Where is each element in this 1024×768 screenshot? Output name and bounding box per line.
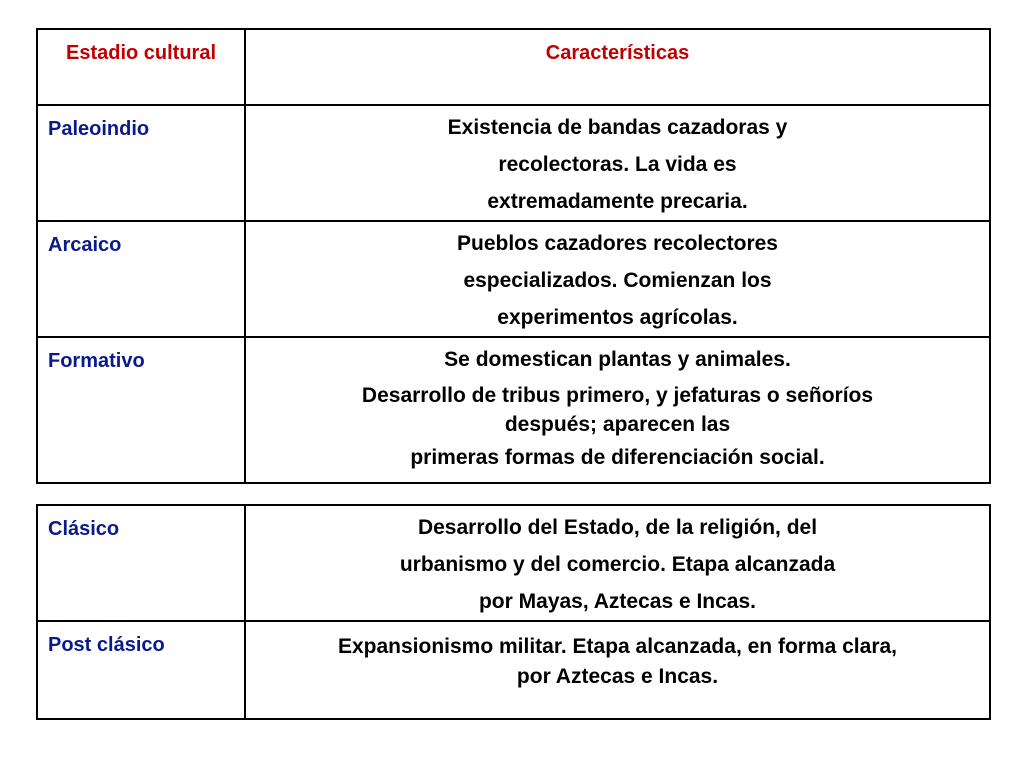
stage-name: Clásico xyxy=(37,505,245,621)
stage-description xyxy=(245,105,990,221)
description-line: recolectoras. La vida es xyxy=(498,153,737,176)
table-row xyxy=(37,105,990,221)
description-line: especializados. Comienzan los xyxy=(463,269,772,292)
table-header-row xyxy=(37,29,990,105)
header-estadio-cultural: Estadio cultural xyxy=(37,29,245,105)
cultural-stages-table-continued xyxy=(36,504,991,720)
description-line: Pueblos cazadores recolectores xyxy=(457,232,778,255)
description-line: extremadamente precaria. xyxy=(487,190,748,213)
description-line: experimentos agrícolas. xyxy=(497,306,738,329)
description-line: Desarrollo del Estado, de la religión, del xyxy=(417,516,818,539)
description-line: urbanismo y del comercio. Etapa alcanzada xyxy=(399,553,836,576)
table-row xyxy=(37,337,990,483)
description-line: Desarrollo de tribus primero, y jefaturas o señoríos xyxy=(361,384,874,407)
table-row xyxy=(37,621,990,719)
stage-name: Paleoindio xyxy=(37,105,245,221)
description-line: Existencia de bandas cazadoras y xyxy=(447,116,788,139)
stage-description xyxy=(245,505,990,621)
stage-description xyxy=(245,221,990,337)
table-row xyxy=(37,505,990,621)
description-line: Se domestican plantas y animales. xyxy=(444,348,791,371)
description-line: Expansionismo militar. Etapa alcanzada, en forma clara, xyxy=(337,635,898,658)
description-line: después; aparecen las xyxy=(504,413,731,436)
description-line: primeras formas de diferenciación social. xyxy=(410,446,825,469)
table-row xyxy=(37,221,990,337)
stage-description xyxy=(245,337,990,483)
stage-name: Formativo xyxy=(37,337,245,483)
stage-description xyxy=(245,621,990,719)
description-line: por Aztecas e Incas. xyxy=(516,665,719,688)
stage-name: Post clásico xyxy=(37,621,245,719)
description-line: por Mayas, Aztecas e Incas. xyxy=(478,590,757,613)
header-caracteristicas: Características xyxy=(245,29,990,105)
stage-name: Arcaico xyxy=(37,221,245,337)
cultural-stages-table xyxy=(36,28,991,484)
